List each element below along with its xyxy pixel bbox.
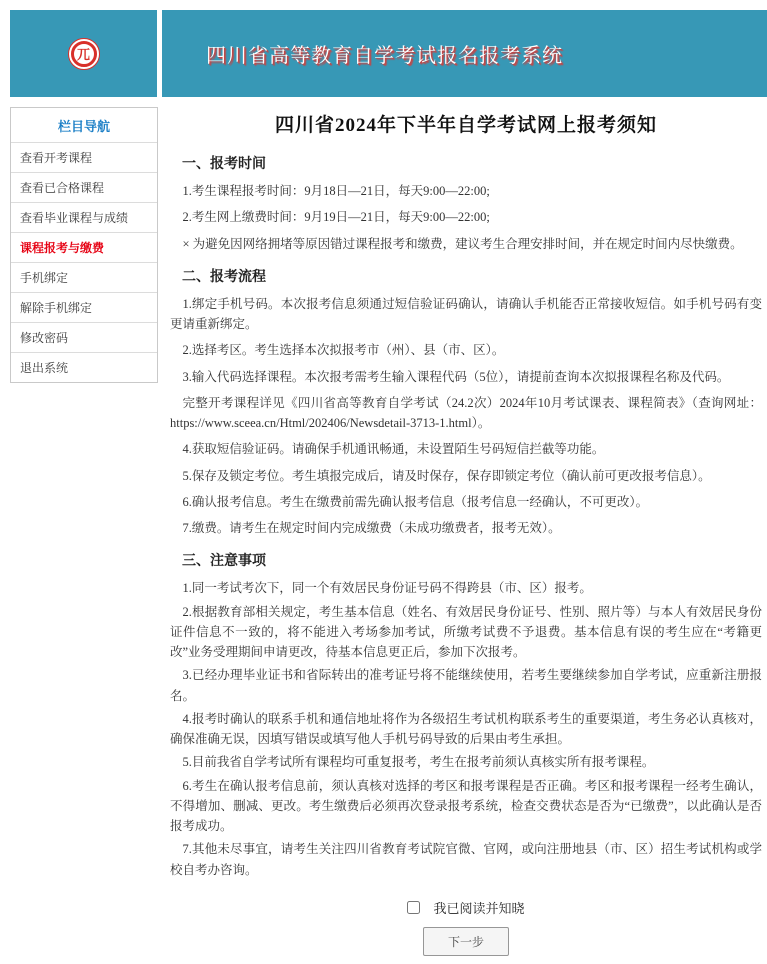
section-process xyxy=(170,294,762,539)
sidebar-item-bind-phone[interactable]: 手机绑定 xyxy=(11,262,157,292)
notice-line: 5.保存及锁定考位。考生填报完成后，请及时保存，保存即锁定考位（确认前可更改报考信息）。 xyxy=(182,468,711,483)
next-button[interactable]: 下一步 xyxy=(423,927,509,956)
section-heading-time: 一、报考时间 xyxy=(182,155,266,171)
sidebar-item-graduation-courses[interactable]: 查看毕业课程与成绩 xyxy=(11,202,157,232)
section-time xyxy=(170,181,762,254)
sidebar-item-passed-courses[interactable]: 查看已合格课程 xyxy=(11,172,157,202)
sidebar-item-course-registration-payment[interactable]: 课程报考与缴费 xyxy=(11,232,157,262)
notice-title: 四川省2024年下半年自学考试网上报考须知 xyxy=(274,115,657,136)
notice-line: 6.确认报考信息。考生在缴费前需先确认报考信息（报考信息一经确认，不可更改）。 xyxy=(182,494,649,509)
notice-panel xyxy=(170,104,762,964)
notice-line: × 为避免因网络拥堵等原因错过课程报考和缴费，建议考生合理安排时间，并在规定时间内尽快缴费。 xyxy=(182,236,743,251)
sidebar-item-unbind-phone[interactable]: 解除手机绑定 xyxy=(11,292,157,322)
sidebar-item-open-courses[interactable]: 查看开考课程 xyxy=(11,142,157,172)
notice-line: 1.绑定手机号码。本次报考信息须通过短信验证码确认，请确认手机能否正常接收短信。如手机号码有变更请重新绑定。 xyxy=(170,296,762,331)
notice-line: 3.输入代码选择课程。本次报考需考生输入课程代码（5位），请提前查询本次拟报课程名称及代码。 xyxy=(182,369,730,384)
notice-line: 4.报考时确认的联系手机和通信地址将作为各级招生考试机构联系考生的重要渠道，考生务必认真核对，确保准确无误，因填写错误或填写他人手机号码导致的后果由考生承担。 xyxy=(170,711,762,746)
app-title: 四川省高等教育自学考试报名报考系统 xyxy=(206,45,563,67)
logo xyxy=(10,10,157,97)
notice-line: 4.获取短信验证码。请确保手机通讯畅通，未设置陌生号码短信拦截等功能。 xyxy=(182,442,605,457)
notice-line: 3.已经办理毕业证书和省际转出的准考证号将不能继续使用，若考生要继续参加自学考试，应重新注册报名。 xyxy=(170,668,762,703)
agree-checkbox[interactable] xyxy=(407,901,420,914)
notice-line: 2.选择考区。考生选择本次拟报考市（州）、县（市、区）。 xyxy=(182,343,505,358)
header-bar xyxy=(162,10,767,97)
notice-line: 1.考生课程报考时间：9月18日—21日，每天9:00—22:00; xyxy=(182,184,490,198)
button-row xyxy=(170,927,762,956)
notice-line: 5.目前我省自学考试所有课程均可重复报考，考生在报考前须认真核实所有报考课程。 xyxy=(182,755,655,770)
section-notes xyxy=(170,578,762,880)
exam-seal-icon xyxy=(68,38,100,70)
notice-line: 2.根据教育部相关规定，考生基本信息（姓名、有效居民身份证号、性别、照片等）与本人有效居民身份证件信息不一致的，将不能进入考场参加考试，所缴考试费不予退费。基本信息有误的考生应在“考籍更改”业务受理期间申请更改，待基本信息更正后，参加下次报考。 xyxy=(170,604,762,659)
notice-line: 7.其他未尽事宜，请考生关注四川省教育考试院官微、官网，或向注册地县（市、区）招生考试机构或学校自考办咨询。 xyxy=(170,842,762,877)
notice-line-course-list-url: 完整开考课程详见《四川省高等教育自学考试（24.2次）2024年10月考试课表、课程简表》（查询网址：https://www.sceea.cn/Html/202406/Newsdetail-3713-1.html）。 xyxy=(170,395,762,430)
sidebar-item-logout[interactable]: 退出系统 xyxy=(11,352,157,382)
seal-symbol: 兀 xyxy=(71,41,97,67)
section-heading-process: 二、报考流程 xyxy=(182,267,266,284)
sidebar-menu xyxy=(11,142,157,382)
notice-line: 2.考生网上缴费时间：9月19日—21日，每天9:00—22:00; xyxy=(182,210,490,225)
agree-row xyxy=(170,898,762,917)
section-heading-notes: 三、注意事项 xyxy=(182,552,266,569)
notice-line: 6.考生在确认报考信息前，须认真核对选择的考区和报考课程是否正确。考区和报考课程一经考生确认，不得增加、删减、更改。考生缴费后必须再次登录报考系统，检查交费状态是否为“已缴费”，以此确认是否报考成功。 xyxy=(170,778,762,833)
notice-line: 7.缴费。请考生在规定时间内完成缴费（未成功缴费者，报考无效）。 xyxy=(182,521,561,535)
sidebar-item-change-password[interactable]: 修改密码 xyxy=(11,322,157,352)
notice-line: 1.同一考试考次下，同一个有效居民身份证号码不得跨县（市、区）报考。 xyxy=(182,581,592,596)
agree-label[interactable]: 我已阅读并知晓 xyxy=(433,900,525,916)
sidebar-nav xyxy=(10,107,158,383)
sidebar-title: 栏目导航 xyxy=(57,119,110,134)
